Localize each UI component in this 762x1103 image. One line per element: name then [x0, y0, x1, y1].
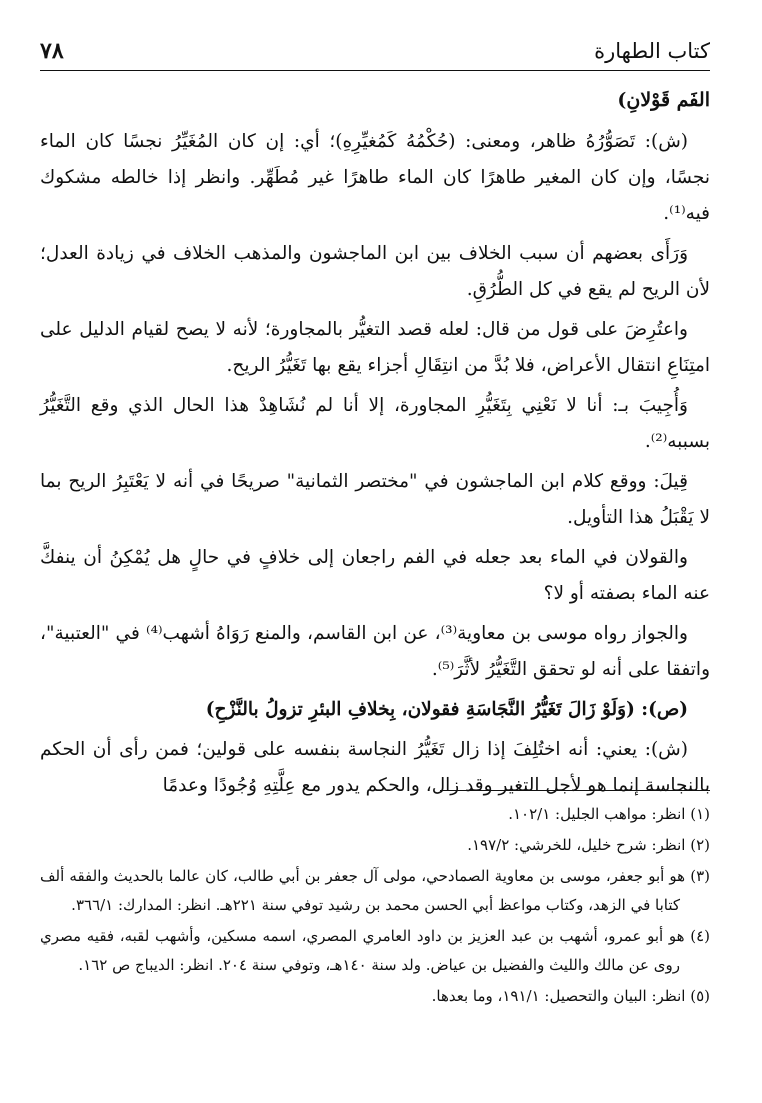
footnote-2: (٢) انظر: شرح خليل، للخرشي: ١٩٧/٢.	[467, 836, 710, 854]
footnote-3: (٣) هو أبو جعفر، موسى بن معاوية الصمادحي، مولى آل جعفر بن أبي طالب، كان عالما بالحديث والفقه ألف كتابا في الزهد، وكتاب مواعظ أبي الحسن محمد بن رشيد توفي سنة ٢٢١هـ. انظر: المدارك: ٣٦٦/١.	[40, 867, 710, 914]
paragraph-10: (ش): يعني: أنه اختُلِفَ إذا زال تَغَيُّرُ النجاسة بنفسه على قولين؛ فمن رأى أن الحكم بالنجاسة إنما هو لأجل التغير وقد زال، والحكم يدور مع عِلَّتِهِ وُجُودًا وعدمًا	[40, 739, 710, 796]
paragraph-8: والجواز رواه موسى بن معاوية⁽³⁾، عن ابن القاسم، والمنع رَوَاهُ أشهب⁽⁴⁾ في "العتبية"، واتفقا على أنه لو تحقق التَّغَيُّرُ لأثَّرَ⁽⁵⁾.	[40, 623, 710, 680]
paragraph-7: والقولان في الماء بعد جعله في الفم راجعان إلى خلافٍ في حالٍ هل يُمْكِنُ أن ينفكَّ عنه الماء بصفته أو لا؟	[40, 547, 710, 604]
paragraph-6: قِيلَ: ووقع كلام ابن الماجشون في "مختصر الثمانية" صريحًا في أنه لا يَعْتَبِرُ الريح بما لا يَقْبَلُ هذا التأويل.	[40, 471, 710, 528]
paragraph-3: وَرَأَى بعضهم أن سبب الخلاف بين ابن الماجشون والمذهب الخلاف في زيادة العدل؛ لأن الريح لم يقع في كل الطُّرُقِ.	[40, 243, 710, 300]
book-title: كتاب الطهارة	[594, 39, 710, 63]
paragraph-2: (ش): تَصَوُّرُهُ ظاهر، ومعنى: (حُكْمُهُ كَمُغيِّرِهِ)؛ أي: إن كان المُغَيِّرُ نجسًا كان الماء نجسًا، وإن كان المغير طاهرًا كان الماء طاهرًا غير مُطَهِّر. وانظر إذا خالطه مشكوك فيه⁽¹⁾.	[40, 131, 710, 224]
footnotes	[40, 800, 710, 1013]
paragraph-5: وَأُجِيبَ بـ: أنا لا نَعْنِي بِتَغَيُّرِ المجاورة، إلا أنا لم نُشَاهِدْ هذا الحال الذي وقع التَّغَيُّرُ بسببه⁽²⁾.	[40, 395, 710, 452]
paragraph-1: الفَم قَوْلانِ)	[617, 89, 710, 111]
paragraph-9: (ص): (وَلَوْ زَالَ تَغَيُّرُ النَّجَاسَةِ فقولان، بِخلافِ البئرِ تزولُ بالنَّزْحِ)	[205, 699, 688, 720]
footnote-divider	[440, 790, 710, 791]
page-number: ٧٨	[40, 38, 64, 64]
paragraph-4: واعتُرِضَ على قول من قال: لعله قصد التغيُّر بالمجاورة؛ لأنه لا يصح لقيام الدليل على امتِنَاعِ انتقال الأعراض، فلا بُدَّ من انتِقَالِ أجزاء يقع بها تَغَيُّرُ الريح.	[40, 319, 710, 376]
footnote-4: (٤) هو أبو عمرو، أشهب بن عبد العزيز بن داود العامري المصري، اسمه مسكين، وأشهب لقبه، فقيه مصري روى عن مالك والليث والفضيل بن عياض. ولد سنة ١٤٠هـ، وتوفي سنة ٢٠٤. انظر: الديباج ص ١٦٢.	[40, 927, 710, 974]
footnote-1: (١) انظر: مواهب الجليل: ١٠٢/١.	[508, 805, 710, 823]
running-header	[40, 36, 710, 71]
main-text	[40, 82, 710, 808]
footnote-5: (٥) انظر: البيان والتحصيل: ١٩١/١، وما بعدها.	[431, 987, 710, 1005]
